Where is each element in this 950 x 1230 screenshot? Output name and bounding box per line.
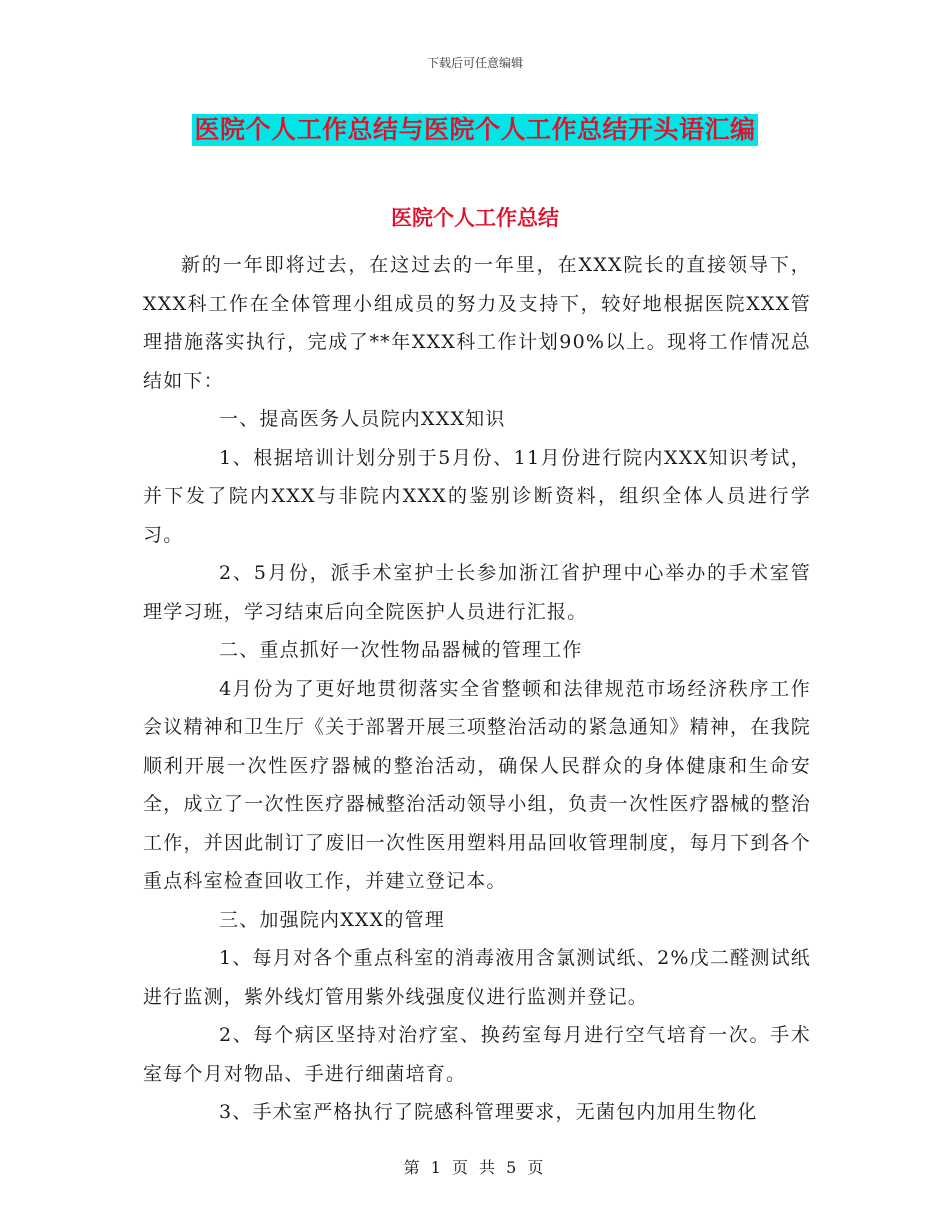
paragraph: 4月份为了更好地贯彻落实全省整顿和法律规范市场经济秩序工作会议精神和卫生厅《关于部署开展三项整治活动的紧急通知》精神，在我院顺利开展一次性医疗器械的整治活动，确保人民群众的身体健康和生命安全，成立了一次性医疗器械整治活动领导小组，负责一次性医疗器械的整治工作，并因此制订了废旧一次性医用塑料用品回收管理制度，每月下到各个重点科室检查回收工作，并建立登记本。: [143, 677, 811, 892]
document-body: [143, 246, 811, 1132]
heading-3: 三、加强院内XXX的管理: [219, 908, 445, 931]
heading-1: 一、提高医务人员院内XXX知识: [219, 408, 506, 430]
document-title: 医院个人工作总结与医院个人工作总结开头语汇编: [194, 115, 756, 144]
paragraph: 1、根据培训计划分别于5月份、11月份进行院内XXX知识考试，并下发了院内XXX与非院内XXX的鉴别诊断资料，组织全体人员进行学习。: [143, 446, 811, 546]
heading-2: 二、重点抓好一次性物品器械的管理工作: [219, 639, 583, 661]
section-title: 医院个人工作总结: [391, 206, 559, 230]
paragraph: 2、5月份，派手术室护士长参加浙江省护理中心举办的手术室管理学习班，学习结束后向全院医护人员进行汇报。: [143, 562, 811, 623]
paragraph: 1、每月对各个重点科室的消毒液用含氯测试纸、2%戊二醛测试纸进行监测，紫外线灯管用紫外线强度仪进行监测并登记。: [143, 947, 811, 1008]
paragraph-intro: 新的一年即将过去，在这过去的一年里，在XXX院长的直接领导下，XXX科工作在全体管理小组成员的努力及支持下，较好地根据医院XXX管理措施落实执行，完成了**年XXX科工作计划90%以上。现将工作情况总结如下：: [143, 254, 811, 392]
page-footer: 第 1 页 共 5 页: [403, 1158, 547, 1177]
paragraph: 2、每个病区坚持对治疗室、换药室每月进行空气培育一次。手术室每个月对物品、手进行细菌培育。: [143, 1024, 811, 1085]
header-note: 下载后可任意编辑: [426, 56, 523, 70]
paragraph: 3、手术室严格执行了院感科管理要求，无菌包内加用生物化: [219, 1101, 758, 1123]
title-wrap: [0, 114, 950, 146]
